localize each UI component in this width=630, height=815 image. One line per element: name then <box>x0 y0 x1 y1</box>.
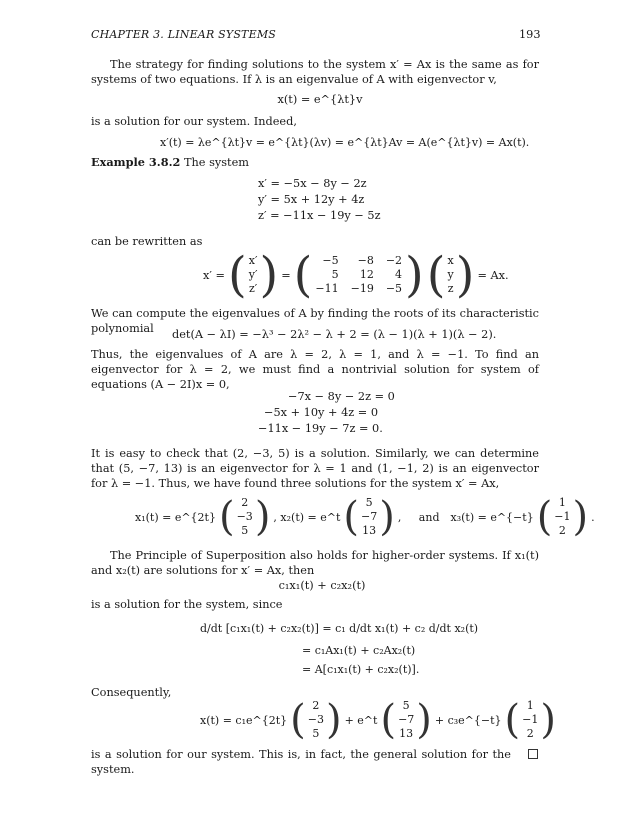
example-intro: The system <box>183 156 249 169</box>
paragraph-check: It is easy to check that (2, −3, 5) is a solution. Similarly, we can determine that (5, −7, 13) is an eigenvector for λ = 1 and (1, −1, 2) is an eigenvector for λ = −1. Thus, we have found three solutions for the system x′ = Ax, <box>91 447 539 490</box>
paragraph-thus: Thus, the eigenvalues of A are λ = 2, λ = 1, and λ = −1. To find an eigenvector for λ = 2, we must find a nontrivial solution for system of equations (A − 2I)x = 0, <box>91 348 539 391</box>
derivative-z: z′ <box>248 282 258 295</box>
derivative-x: x′ <box>248 254 258 267</box>
eigenvector-1: ( 2 −3 5 ) <box>218 494 271 540</box>
paragraph-final: is a solution for our system. This is, in fact, the general solution for the system. <box>91 748 511 776</box>
derivative-derivation <box>200 617 478 679</box>
equation-verification: x′(t) = λe^{λt}v = e^{λt}(λv) = e^{λt}Av = A(e^{λt}v) = Ax(t). <box>160 136 530 149</box>
vector-entry: −1 <box>522 713 539 726</box>
general-lhs: x(t) = c₁e^{2t} <box>200 713 288 727</box>
derivation-line-2: = c₁Ax₁(t) + c₂Ax₂(t) <box>302 644 416 657</box>
derivation-line-1: d/dt [c₁x₁(t) + c₂x₂(t)] = c₁ d/dt x₁(t) + c₂ d/dt x₂(t) <box>200 622 479 635</box>
chapter-header: CHAPTER 3. LINEAR SYSTEMS <box>91 28 277 41</box>
vector-entry: 2 <box>312 699 320 712</box>
general-vector-3: ( 1 −1 2 ) <box>504 697 556 743</box>
paragraph-consequently: Consequently, <box>91 686 172 699</box>
matrix-eq-rhs: = Ax. <box>477 268 509 282</box>
vector-entry: −3 <box>307 713 324 726</box>
vector-entry: −3 <box>236 510 253 523</box>
vector-entry: −1 <box>554 510 571 523</box>
vector-entry: 5 <box>241 524 249 537</box>
paragraph-superposition: The Principle of Superposition also holds for higher-order systems. If x₁(t) and x₂(t) are solutions for x′ = Ax, then <box>91 549 539 577</box>
system2-line-3: −11x − 19y − 7z = 0. <box>258 422 383 435</box>
derivative-y: y′ <box>248 268 258 281</box>
vector-entry: 5 <box>365 496 373 509</box>
matrix-equation: x′ = ( x′ y′ z′ ) = ( −5 −8 −2 5 12 4 −11 −19 −5 ) ( x y z ) = Ax. <box>203 247 509 303</box>
eigenvector-2: ( 5 −7 13 ) <box>343 494 395 540</box>
matrix-cell: −2 <box>385 254 403 267</box>
matrix-cell: −5 <box>385 282 403 295</box>
coefficient-matrix: ( −5 −8 −2 5 12 4 −11 −19 −5 ) <box>293 247 424 303</box>
system-line-3: z′ = −11x − 19y − 5z <box>258 209 381 222</box>
matrix-cell: 5 <box>331 268 339 281</box>
example-label: Example 3.8.2 <box>91 155 181 169</box>
variable-z: z <box>447 282 454 295</box>
vector-entry: 2 <box>526 727 534 740</box>
vector-entry: 2 <box>558 524 566 537</box>
general-vector-2: ( 5 −7 13 ) <box>380 697 432 743</box>
vector-entry: 13 <box>362 524 377 537</box>
vector-entry: −7 <box>398 713 415 726</box>
variable-vector: ( x y z ) <box>426 247 475 303</box>
solutions-and: , and <box>397 510 440 524</box>
paragraph-rewritten: can be rewritten as <box>91 235 203 248</box>
system2-line-2: −5x + 10y + 4z = 0 <box>264 406 379 419</box>
three-solutions <box>135 492 595 542</box>
paragraph-eigenvalues: We can compute the eigenvalues of A by finding the roots of its characteristic polynomial <box>91 307 539 335</box>
system-line-1: x′ = −5x − 8y − 2z <box>258 177 367 190</box>
general-solution <box>200 695 556 745</box>
vector-entry: 1 <box>526 699 534 712</box>
system-nontrivial <box>258 389 395 437</box>
solution-x1-lhs: x₁(t) = e^{2t} <box>135 510 216 524</box>
equation-exponential-solution: x(t) = e^{λt}v <box>277 93 363 106</box>
matrix-cell: 12 <box>359 268 374 281</box>
general-mid-1: + e^t <box>344 713 378 727</box>
vector-entry: −7 <box>361 510 378 523</box>
matrix-cell: −5 <box>322 254 339 267</box>
matrix-cell: −8 <box>357 254 374 267</box>
matrix-cell: 4 <box>395 268 403 281</box>
vector-entry: 13 <box>399 727 414 740</box>
derivation-line-3: = A[c₁x₁(t) + c₂x₂(t)]. <box>302 663 420 676</box>
general-mid-2: + c₃e^{−t} <box>434 713 502 727</box>
vector-entry: 2 <box>241 496 249 509</box>
matrix-cell: −19 <box>350 282 374 295</box>
derivative-vector: ( x′ y′ z′ ) <box>228 247 279 303</box>
variable-x: x <box>447 254 454 267</box>
general-vector-1: ( 2 −3 5 ) <box>290 697 342 743</box>
solution-x2-lhs: , x₂(t) = e^t <box>273 510 341 524</box>
vector-entry: 1 <box>558 496 566 509</box>
qed-box-icon <box>528 749 538 759</box>
paragraph-indeed: is a solution for our system. Indeed, <box>91 115 297 128</box>
linear-combination: c₁x₁(t) + c₂x₂(t) <box>278 579 366 592</box>
variable-y: y <box>447 268 454 281</box>
vector-entry: 5 <box>402 699 410 712</box>
system-line-2: y′ = 5x + 12y + 4z <box>258 193 365 206</box>
system2-line-1: −7x − 8y − 2z = 0 <box>288 390 395 403</box>
matrix-eq-lhs: x′ = <box>203 268 225 282</box>
vector-entry: 5 <box>312 727 320 740</box>
example-heading <box>91 155 249 170</box>
system-equations <box>258 176 381 224</box>
solutions-end: . <box>591 510 595 524</box>
paragraph-strategy: The strategy for finding solutions to the system x′ = Ax is the same as for systems of two equations. If λ is an eigenvalue of A with eigenvector v, <box>91 58 539 86</box>
eigenvector-3: ( 1 −1 2 ) <box>536 494 589 540</box>
page-number: 193 <box>519 28 541 41</box>
paragraph-since: is a solution for the system, since <box>91 598 283 611</box>
matrix-cell: −11 <box>315 282 339 295</box>
characteristic-polynomial: det(A − λI) = −λ³ − 2λ² − λ + 2 = (λ − 1)(λ + 1)(λ − 2). <box>172 328 497 341</box>
solution-x3-lhs: x₃(t) = e^{−t} <box>450 510 534 524</box>
